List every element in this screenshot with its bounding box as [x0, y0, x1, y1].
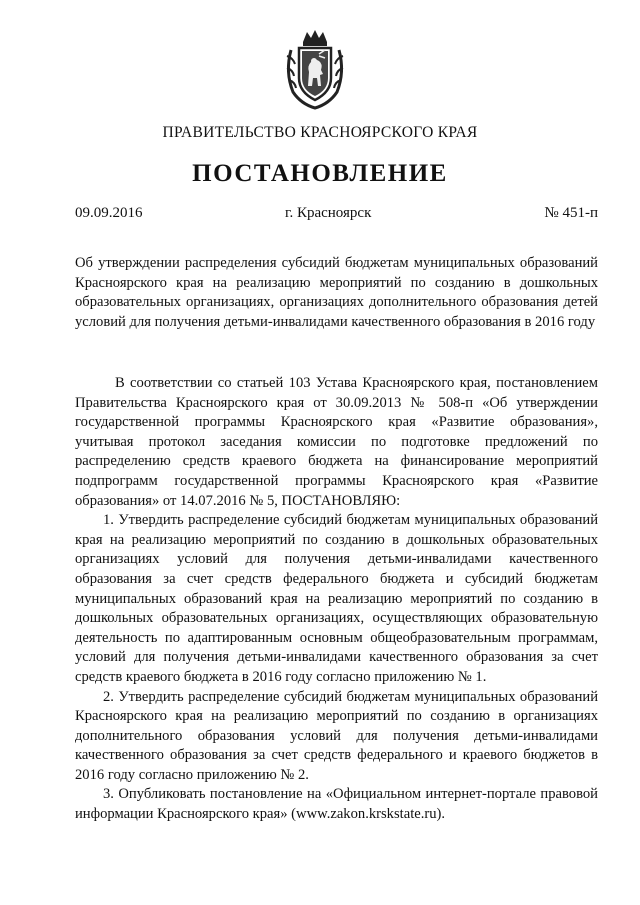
- document-meta-row: [75, 205, 598, 225]
- resolution-item-1: 1. Утвердить распределение субсидий бюджетам муниципальных образований края на реализацию мероприятий по созданию в дошкольных образовательных организациях условий для получения детьми-инвалидами качественного образования за счет средств федерального бюджета и субсидий бюджетам муниципальных образований края на реализацию мероприятий по созданию в дошкольных образовательных организациях, осуществляющих образовательную деятельность по адаптированным основным общеобразовательным программам, условий для получения детьми-инвалидами качественного образования за счет средств краевого бюджета в 2016 году согласно приложению № 1.: [75, 512, 598, 685]
- resolution-item-2: 2. Утвердить распределение субсидий бюджетам муниципальных образований Красноярского края на реализацию мероприятий по созданию в организациях дополнительного образования условий для получения детьми-инвалидами качественного образования за счет средств федерального и краевого бюджетов в 2016 году согласно приложению № 2.: [75, 688, 598, 783]
- document-city: г. Красноярск: [285, 205, 372, 221]
- document-body: [75, 374, 598, 825]
- preamble-paragraph: В соответствии со статьей 103 Устава Красноярского края, постановлением Правительства Красноярского края от 30.09.2013 № 508-п «Об утверждении государственной программы Красноярского края «Развитие образования», учитывая протокол заседания комиссии по подготовке предложений по распределению средств краевого бюджета на финансирование мероприятий подпрограмм государственной программы Красноярского края «Развитие образования» от 14.07.2016 № 5, ПОСТАНОВЛЯЮ:: [75, 375, 598, 509]
- resolution-item-3: 3. Опубликовать постановление на «Официальном интернет-портале правовой информации Красноярского края» (www.zakon.krskstate.ru).: [75, 786, 598, 823]
- document-subject: Об утверждении распределения субсидий бюджетам муниципальных образований Красноярского края на реализацию мероприятий по созданию в дошкольных образовательных организациях, организациях дополнительного образования детей условий для получения детьми-инвалидами качественного образования в 2016 году: [75, 255, 598, 330]
- government-name: ПРАВИТЕЛЬСТВО КРАСНОЯРСКОГО КРАЯ: [162, 124, 478, 141]
- coat-of-arms-icon: [283, 28, 347, 110]
- document-type-title: ПОСТАНОВЛЕНИЕ: [192, 160, 448, 187]
- document-date: 09.09.2016: [75, 205, 143, 221]
- document-number: № 451-п: [544, 205, 598, 221]
